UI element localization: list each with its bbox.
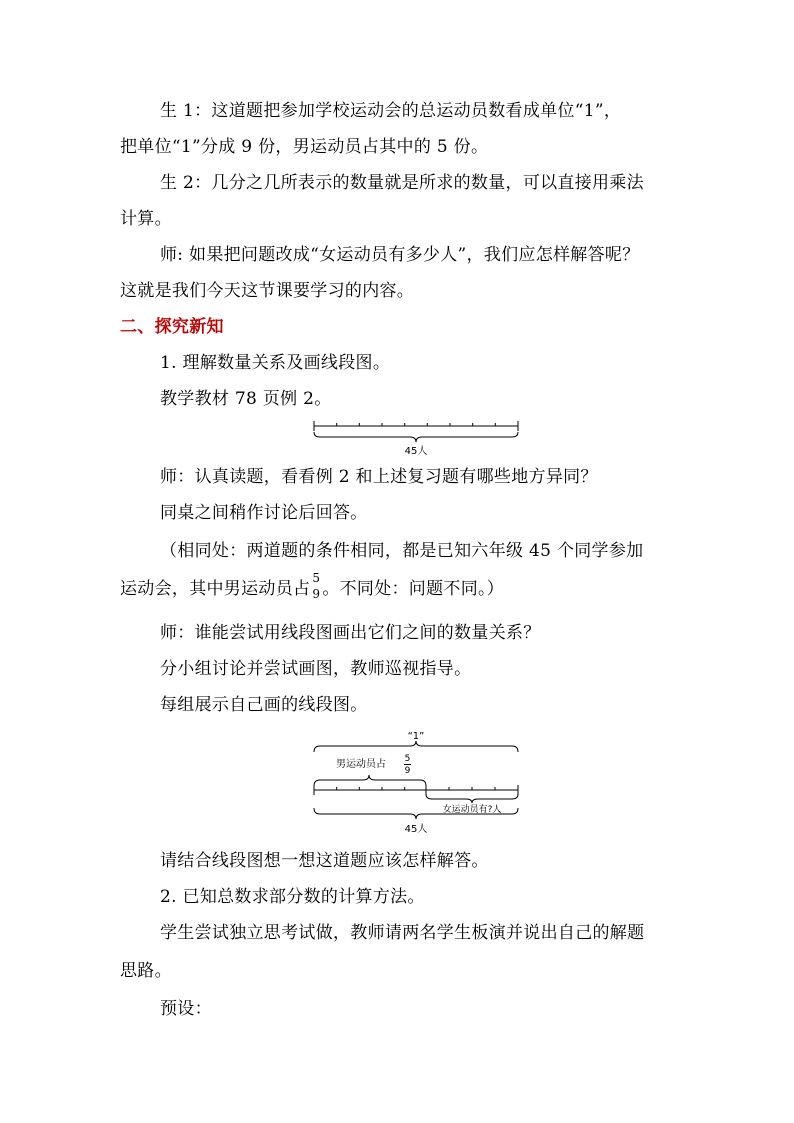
paragraph-line: 这就是我们今天这节课要学习的内容。 bbox=[120, 281, 415, 301]
paragraph-line: 生 1：这道题把参加学校运动会的总运动员数看成单位“1”， bbox=[160, 101, 622, 121]
section-heading: 二、探究新知 bbox=[120, 317, 224, 337]
male-fraction-numerator: 5 bbox=[404, 754, 411, 764]
paragraph-line: 预设： bbox=[160, 999, 212, 1019]
fraction-numerator: 5 bbox=[312, 571, 321, 585]
fraction-denominator: 9 bbox=[312, 587, 321, 601]
text-span: 。不同处：问题不同。） bbox=[322, 579, 505, 599]
paragraph-line: 计算。 bbox=[120, 209, 172, 229]
text-span: 运动会，其中男运动员占 bbox=[120, 579, 311, 599]
paragraph-line: 师：谁能尝试用线段图画出它们之间的数量关系？ bbox=[160, 623, 541, 643]
line-segment-diagram-1 bbox=[308, 418, 524, 458]
female-label: 女运动员有?人 bbox=[442, 805, 502, 815]
paragraph-line: 分小组讨论并尝试画图，教师巡视指导。 bbox=[160, 659, 472, 679]
paragraph-line: 生 2：几分之几所表示的数量就是所求的数量，可以直接用乘法 bbox=[160, 173, 644, 193]
paragraph-line: 1. 理解数量关系及画线段图。 bbox=[160, 353, 391, 373]
paragraph-line: 学生尝试独立思考试做，教师请两名学生板演并说出自己的解题 bbox=[160, 923, 645, 943]
male-label: 男运动员占 bbox=[336, 759, 386, 770]
paragraph-line: 把单位“1”分成 9 份，男运动员占其中的 5 份。 bbox=[120, 137, 489, 157]
paragraph-line: 请结合线段图想一想这道题应该怎样解答。 bbox=[160, 851, 489, 871]
diagram-total-label: 45人 bbox=[404, 446, 428, 457]
paragraph-line: 同桌之间稍作讨论后回答。 bbox=[160, 503, 368, 523]
paragraph-line: 每组展示自己画的线段图。 bbox=[160, 695, 368, 715]
fraction bbox=[310, 571, 322, 601]
paragraph-line: 2. 已知总数求部分数的计算方法。 bbox=[160, 887, 425, 907]
diagram-total-label: 45人 bbox=[404, 824, 428, 835]
line-segment-diagram-2 bbox=[308, 728, 524, 838]
paragraph-line: 师: 如果把问题改成“女运动员有多少人”，我们应怎样解答呢？ bbox=[160, 245, 640, 265]
paragraph-line-with-fraction bbox=[120, 571, 505, 601]
paragraph-line: 师：认真读题，看看例 2 和上述复习题有哪些地方异同？ bbox=[160, 467, 598, 487]
paragraph-line: （相同处：两道题的条件相同，都是已知六年级 45 个同学参加 bbox=[160, 541, 644, 561]
paragraph-line: 教学教材 78 页例 2。 bbox=[160, 389, 332, 409]
male-fraction-denominator: 9 bbox=[404, 766, 411, 776]
diagram-unit-label: “1” bbox=[407, 731, 425, 742]
paragraph-line: 思路。 bbox=[120, 961, 172, 981]
